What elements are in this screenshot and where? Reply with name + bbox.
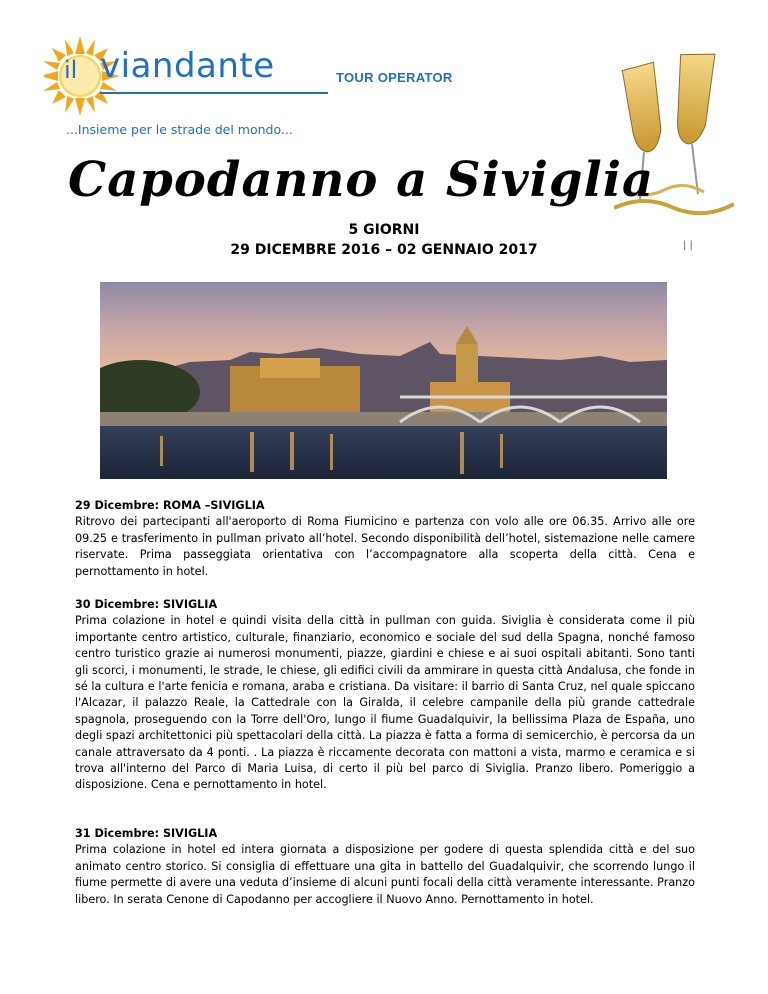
- day-1: [75, 498, 695, 580]
- day-1-text: Ritrovo dei partecipanti all'aeroporto di Roma Fiumicino e partenza con volo alle ore 06.35. Arrivo alle ore 09.25 e trasferimento in pullman privato all’hotel. Secondo disponibilità dell’hotel, sistemazione nelle camere riservate. Prima passeggiata orientativa con l’accompagnatore alla scoperta della città. Cena e pernottamento in hotel.: [75, 515, 695, 578]
- corner-mark: | |: [683, 240, 693, 251]
- logo-underline: [100, 92, 328, 94]
- day-1-heading: 29 Dicembre: ROMA –SIVIGLIA: [75, 499, 265, 512]
- logo-mark: il: [64, 56, 78, 84]
- subtitle-dates: 29 DICEMBRE 2016 – 02 GENNAIO 2017: [230, 242, 538, 258]
- tagline: ...Insieme per le strade del mondo...: [66, 122, 293, 137]
- day-2-heading: 30 Dicembre: SIVIGLIA: [75, 598, 218, 611]
- day-3-heading: 31 Dicembre: SIVIGLIA: [75, 827, 218, 840]
- logo-tour-operator: TOUR OPERATOR: [336, 70, 453, 85]
- seville-river-night-photo: [100, 282, 667, 479]
- day-2: [75, 597, 695, 794]
- day-3: [75, 826, 695, 908]
- page-title: Capodanno a Siviglia: [68, 152, 655, 208]
- day-2-text: Prima colazione in hotel e quindi visita della città in pullman con guida. Siviglia è considerata come il più importante centro artistico, culturale, finanziario, economico e sociale del sud della Spagna, nonché famoso centro turistico grazie ai numerosi monumenti, piazze, giardini e chiese e ai suoi ospitali abitanti. Sono tanti gli scorci, i monumenti, le strade, le chiese, gli edifici civili da ammirare in questa città Andalusa, che fonde in sé la cultura e l'arte fenicia e romana, araba e cristiana. Da visitare: il barrio di Santa Cruz, nel quale spiccano l'Alcazar, il palazzo Reale, la Cattedrale con la Giralda, il celebre campanile della più grande cattedrale spagnola, proseguendo con la Torre dell'Oro, lungo il fiume Guadalquivir, la bellissima Plaza de España, uno degli spazi architettonici più spettacolari della città. La piazza è fatta a forma di semicerchio, è percorsa da un canale attraversato da 4 ponti. . La piazza è riccamente decorata con mattoni a vista, marmo e ceramica e si trova all'interno del Parco di Maria Luisa, di certo il più bel parco di Siviglia. Pranzo libero. Pomeriggio a disposizione. Cena e pernottamento in hotel.: [75, 614, 695, 792]
- subtitle-days: 5 GIORNI: [348, 222, 420, 238]
- day-3-text: Prima colazione in hotel ed intera giornata a disposizione per godere di questa splendida città e del suo animato centro storico. Si consiglia di effettuare una gita in battello del Guadalquivir, che scorrendo lungo il fiume permette di avere una veduta d’insieme di alcuni punti focali della città veramente interessante. Pranzo libero. In serata Cenone di Capodanno per accogliere il Nuovo Anno. Pernottamento in hotel.: [75, 843, 695, 906]
- logo-name: viandante: [100, 46, 275, 86]
